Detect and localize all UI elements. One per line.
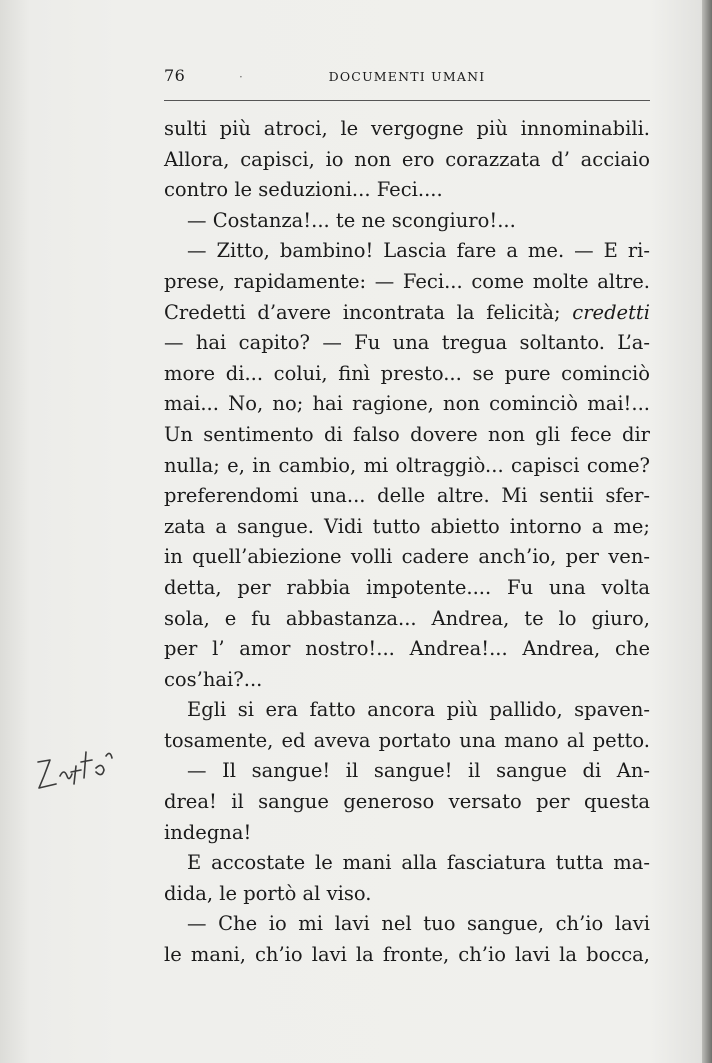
text-line: more di... colui, finì presto... se pure cominciò <box>164 361 650 385</box>
text-line: prese, rapidamente: — Feci... come molte altre. <box>164 269 650 293</box>
text-line <box>164 298 650 329</box>
text-line: dida, le portò al viso. <box>164 881 372 905</box>
text-line: — Costanza!... te ne scongiuro!... <box>187 208 516 232</box>
text-line: Un sentimento di falso dovere non gli fece dir <box>164 422 650 446</box>
text-line: E accostate le mani alla fasciatura tutta ma- <box>187 851 650 875</box>
header-dot-mark: · <box>239 70 243 84</box>
text-line: tosamente, ed aveva portato una mano al petto. <box>164 728 650 752</box>
text-line: drea! il sangue generoso versato per questa <box>164 790 650 814</box>
text-line: — Che io mi lavi nel tuo sangue, ch’io lavi <box>187 912 650 936</box>
text-line: preferendomi una... delle altre. Mi sentii sfer- <box>164 484 650 508</box>
text-line: — Il sangue! il sangue! il sangue di An- <box>187 759 650 783</box>
text-line-italic: credetti <box>572 300 650 324</box>
running-title: DOCUMENTI UMANI <box>328 69 486 84</box>
page-number: 76 <box>164 66 186 85</box>
text-line: — hai capito? — Fu una tregua soltanto. L’a- <box>164 331 650 355</box>
text-line: le mani, ch’io lavi la fronte, ch’io lavi la bocca, <box>164 943 650 967</box>
text-line: Allora, capisci, io non ero corazzata d’ acciaio <box>164 147 650 171</box>
text-line: per l’ amor nostro!... Andrea!... Andrea, che <box>164 637 650 661</box>
text-line: contro le seduzioni... Feci.... <box>164 178 443 202</box>
text-line: mai... No, no; hai ragione, non cominciò mai!... <box>164 392 650 416</box>
text-line: sulti più atroci, le vergogne più innominabili. <box>164 117 650 140</box>
text-line: nulla; e, in cambio, mi oltraggiò... capisci come? <box>164 453 650 477</box>
page-header <box>164 66 650 90</box>
text-line: detta, per rabbia impotente.... Fu una volta <box>164 575 650 599</box>
handwritten-margin-note <box>34 732 134 804</box>
text-line: cos’hai?... <box>164 667 263 691</box>
text-line: in quell’abiezione volli cadere anch’io, per ven- <box>164 545 650 569</box>
text-line-roman: Credetti d’avere incontrata la felicità; <box>164 300 573 324</box>
text-line: sola, e fu abbastanza... Andrea, te lo giuro, <box>164 606 650 630</box>
text-line: — Zitto, bambino! Lascia fare a me. — E ri- <box>187 239 650 263</box>
header-rule <box>164 100 650 101</box>
margin-note-ink <box>38 752 112 788</box>
body-text <box>164 114 650 971</box>
text-line: Egli si era fatto ancora più pallido, spaven- <box>187 698 650 722</box>
text-line: indegna! <box>164 820 252 844</box>
page-spine-edge <box>702 0 712 1063</box>
text-line: zata a sangue. Vidi tutto abietto intorno a me; <box>164 514 650 538</box>
